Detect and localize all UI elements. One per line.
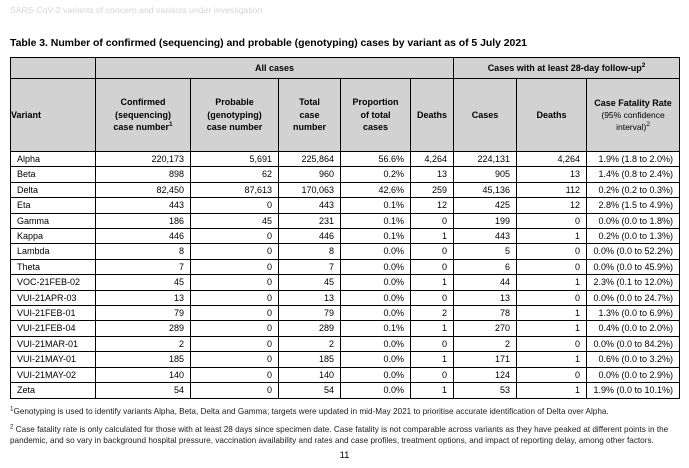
row-cell-deaths-all: 2 xyxy=(411,306,454,321)
row-cell-total: 231 xyxy=(279,213,341,228)
row-cell-confirmed: 185 xyxy=(96,352,191,367)
column-header-deaths-all: Deaths xyxy=(411,79,454,152)
column-header-deaths-followup: Deaths xyxy=(517,79,587,152)
footnote-2-marker: 2 xyxy=(10,423,14,431)
row-cell-probable: 62 xyxy=(191,167,279,182)
column-header-confirmed xyxy=(96,79,191,152)
row-cell-total: 140 xyxy=(279,367,341,382)
row-cell-deaths-followup: 4,264 xyxy=(517,152,587,167)
row-cell-variant: VOC-21FEB-02 xyxy=(11,275,96,290)
row-cell-cfr: 1.4% (0.8 to 2.4%) xyxy=(587,167,680,182)
table-row xyxy=(11,336,680,351)
row-cell-variant: Eta xyxy=(11,198,96,213)
row-cell-total: 443 xyxy=(279,198,341,213)
confirmed-line-2: (sequencing) xyxy=(114,109,171,120)
row-cell-total: 13 xyxy=(279,290,341,305)
footnote-ref-2b: 2 xyxy=(646,121,650,129)
row-cell-variant: Beta xyxy=(11,167,96,182)
row-cell-confirmed: 289 xyxy=(96,321,191,336)
row-cell-cfr: 0.2% (0.2 to 0.3%) xyxy=(587,182,680,197)
row-cell-cases-followup: 171 xyxy=(454,352,517,367)
row-cell-probable: 45 xyxy=(191,213,279,228)
row-cell-probable: 0 xyxy=(191,336,279,351)
footnote-2 xyxy=(10,424,679,447)
row-cell-total: 2 xyxy=(279,336,341,351)
cfr-line-2: (95% confidence xyxy=(601,110,665,121)
row-cell-cases-followup: 199 xyxy=(454,213,517,228)
row-cell-proportion: 0.2% xyxy=(341,167,411,182)
row-cell-deaths-all: 4,264 xyxy=(411,152,454,167)
total-line-3: number xyxy=(292,122,326,133)
footnote-ref-2: 2 xyxy=(641,61,646,69)
footnotes xyxy=(10,406,679,447)
table-row xyxy=(11,275,680,290)
column-header-total xyxy=(279,79,341,152)
row-cell-deaths-all: 1 xyxy=(411,321,454,336)
row-cell-cases-followup: 45,136 xyxy=(454,182,517,197)
footnote-ref-1: 1 xyxy=(168,121,173,129)
column-header-proportion xyxy=(341,79,411,152)
total-line-2: case xyxy=(299,109,320,120)
row-cell-probable: 0 xyxy=(191,198,279,213)
table-caption: Table 3. Number of confirmed (sequencing) and probable (genotyping) cases by variant as of 5 July 2021 xyxy=(10,37,527,49)
row-cell-total: 7 xyxy=(279,259,341,274)
column-header-row xyxy=(11,79,680,152)
row-cell-confirmed: 140 xyxy=(96,367,191,382)
row-cell-variant: Alpha xyxy=(11,152,96,167)
row-cell-variant: Theta xyxy=(11,259,96,274)
row-cell-total: 185 xyxy=(279,352,341,367)
row-cell-total: 79 xyxy=(279,306,341,321)
row-cell-proportion: 0.1% xyxy=(341,229,411,244)
row-cell-cfr: 0.0% (0.0 to 45.9%) xyxy=(587,259,680,274)
row-cell-deaths-followup: 0 xyxy=(517,290,587,305)
row-cell-confirmed: 186 xyxy=(96,213,191,228)
row-cell-cfr: 1.3% (0.0 to 6.9%) xyxy=(587,306,680,321)
row-cell-deaths-followup: 1 xyxy=(517,306,587,321)
row-cell-total: 170,063 xyxy=(279,182,341,197)
row-cell-deaths-all: 13 xyxy=(411,167,454,182)
row-cell-confirmed: 220,173 xyxy=(96,152,191,167)
row-cell-deaths-followup: 13 xyxy=(517,167,587,182)
row-cell-proportion: 0.1% xyxy=(341,321,411,336)
row-cell-proportion: 0.0% xyxy=(341,306,411,321)
column-header-probable xyxy=(191,79,279,152)
confirmed-line-3 xyxy=(96,121,190,134)
row-cell-confirmed: 446 xyxy=(96,229,191,244)
row-cell-confirmed: 2 xyxy=(96,336,191,351)
row-cell-confirmed: 898 xyxy=(96,167,191,182)
row-cell-variant: Zeta xyxy=(11,383,96,398)
row-cell-variant: Delta xyxy=(11,182,96,197)
table-row xyxy=(11,198,680,213)
table-row xyxy=(11,352,680,367)
row-cell-deaths-followup: 0 xyxy=(517,367,587,382)
row-cell-proportion: 0.0% xyxy=(341,275,411,290)
row-cell-deaths-followup: 0 xyxy=(517,213,587,228)
row-cell-deaths-all: 1 xyxy=(411,229,454,244)
table-row xyxy=(11,213,680,228)
row-cell-total: 289 xyxy=(279,321,341,336)
row-cell-proportion: 42.6% xyxy=(341,182,411,197)
row-cell-total: 225,864 xyxy=(279,152,341,167)
row-cell-cases-followup: 905 xyxy=(454,167,517,182)
row-cell-cases-followup: 13 xyxy=(454,290,517,305)
row-cell-deaths-followup: 1 xyxy=(517,229,587,244)
row-cell-cases-followup: 44 xyxy=(454,275,517,290)
table-row xyxy=(11,229,680,244)
cfr-line-3-text: interval) xyxy=(616,122,647,133)
row-cell-cases-followup: 425 xyxy=(454,198,517,213)
row-cell-probable: 0 xyxy=(191,306,279,321)
table-header xyxy=(11,58,680,152)
row-cell-proportion: 56.6% xyxy=(341,152,411,167)
row-cell-cfr: 0.4% (0.0 to 2.0%) xyxy=(587,321,680,336)
row-cell-confirmed: 13 xyxy=(96,290,191,305)
group-header-row xyxy=(11,58,680,79)
row-cell-deaths-all: 0 xyxy=(411,367,454,382)
footnote-2-text: Case fatality rate is only calculated for those with at least 28 days since specimen date. Case fatality is not comparable across variants as they have peaked at different points in the pandemic, and so vary in background hospital pressure, vaccination availability and rates and case profiles, treatment options, and impact of reporting delay, among other factors. xyxy=(10,424,669,446)
row-cell-total: 45 xyxy=(279,275,341,290)
row-cell-confirmed: 443 xyxy=(96,198,191,213)
column-header-cases-followup: Cases xyxy=(454,79,517,152)
row-cell-cases-followup: 78 xyxy=(454,306,517,321)
row-cell-variant: VUI-21FEB-04 xyxy=(11,321,96,336)
row-cell-deaths-all: 0 xyxy=(411,213,454,228)
row-cell-deaths-followup: 112 xyxy=(517,182,587,197)
row-cell-proportion: 0.0% xyxy=(341,352,411,367)
row-cell-cfr: 0.0% (0.0 to 1.8%) xyxy=(587,213,680,228)
row-cell-deaths-all: 0 xyxy=(411,244,454,259)
footnote-1-text: Genotyping is used to identify variants Alpha, Beta, Delta and Gamma; targets were updated in mid-May 2021 to prioritise accurate identification of Delta over Alpha. xyxy=(13,406,609,416)
cfr-line-3 xyxy=(587,121,679,133)
column-header-cfr xyxy=(587,79,680,152)
row-cell-variant: Lambda xyxy=(11,244,96,259)
row-cell-deaths-followup: 12 xyxy=(517,198,587,213)
row-cell-deaths-all: 0 xyxy=(411,336,454,351)
probable-line-3: case number xyxy=(206,122,263,133)
row-cell-confirmed: 8 xyxy=(96,244,191,259)
row-cell-cases-followup: 53 xyxy=(454,383,517,398)
row-cell-cfr: 1.9% (0.0 to 10.1%) xyxy=(587,383,680,398)
row-cell-deaths-all: 1 xyxy=(411,352,454,367)
row-cell-proportion: 0.0% xyxy=(341,383,411,398)
row-cell-total: 446 xyxy=(279,229,341,244)
row-cell-cases-followup: 124 xyxy=(454,367,517,382)
probable-line-2: (genotyping) xyxy=(207,109,262,120)
footnote-1-marker: 1 xyxy=(10,404,14,412)
table-body xyxy=(11,152,680,399)
row-cell-total: 8 xyxy=(279,244,341,259)
row-cell-proportion: 0.0% xyxy=(341,367,411,382)
row-cell-total: 960 xyxy=(279,167,341,182)
row-cell-total: 54 xyxy=(279,383,341,398)
table-row xyxy=(11,321,680,336)
row-cell-cfr: 2.8% (1.5 to 4.9%) xyxy=(587,198,680,213)
row-cell-probable: 0 xyxy=(191,229,279,244)
row-cell-probable: 0 xyxy=(191,244,279,259)
row-cell-variant: Kappa xyxy=(11,229,96,244)
row-cell-proportion: 0.0% xyxy=(341,290,411,305)
group-header-blank xyxy=(11,58,96,79)
cfr-line-1: Case Fatality Rate xyxy=(594,97,672,108)
column-header-variant: Variant xyxy=(11,79,96,152)
row-cell-cases-followup: 270 xyxy=(454,321,517,336)
row-cell-probable: 0 xyxy=(191,367,279,382)
row-cell-proportion: 0.0% xyxy=(341,259,411,274)
row-cell-confirmed: 45 xyxy=(96,275,191,290)
row-cell-variant: VUI-21MAY-01 xyxy=(11,352,96,367)
row-cell-proportion: 0.0% xyxy=(341,244,411,259)
row-cell-probable: 0 xyxy=(191,259,279,274)
row-cell-probable: 0 xyxy=(191,275,279,290)
variants-table xyxy=(10,57,680,399)
table-row xyxy=(11,167,680,182)
group-header-followup xyxy=(454,58,680,79)
group-header-all-cases: All cases xyxy=(96,58,454,79)
row-cell-deaths-all: 0 xyxy=(411,259,454,274)
row-cell-variant: Gamma xyxy=(11,213,96,228)
row-cell-probable: 0 xyxy=(191,290,279,305)
row-cell-confirmed: 79 xyxy=(96,306,191,321)
row-cell-probable: 0 xyxy=(191,352,279,367)
table-row xyxy=(11,367,680,382)
row-cell-deaths-followup: 1 xyxy=(517,275,587,290)
row-cell-deaths-all: 1 xyxy=(411,383,454,398)
row-cell-probable: 0 xyxy=(191,383,279,398)
row-cell-deaths-all: 259 xyxy=(411,182,454,197)
confirmed-line-1: Confirmed xyxy=(120,97,166,108)
row-cell-proportion: 0.0% xyxy=(341,336,411,351)
row-cell-cfr: 0.2% (0.0 to 1.3%) xyxy=(587,229,680,244)
row-cell-cfr: 0.6% (0.0 to 3.2%) xyxy=(587,352,680,367)
row-cell-variant: VUI-21FEB-01 xyxy=(11,306,96,321)
table-row xyxy=(11,182,680,197)
table-row xyxy=(11,290,680,305)
table-row xyxy=(11,152,680,167)
row-cell-deaths-followup: 1 xyxy=(517,321,587,336)
row-cell-deaths-all: 12 xyxy=(411,198,454,213)
row-cell-deaths-all: 0 xyxy=(411,290,454,305)
probable-line-1: Probable xyxy=(215,97,254,108)
proportion-line-3: cases xyxy=(362,122,389,133)
row-cell-cfr: 2.3% (0.1 to 12.0%) xyxy=(587,275,680,290)
row-cell-confirmed: 82,450 xyxy=(96,182,191,197)
total-line-1: Total xyxy=(299,97,320,108)
confirmed-line-3-text: case number xyxy=(113,122,169,133)
row-cell-probable: 0 xyxy=(191,321,279,336)
row-cell-probable: 87,613 xyxy=(191,182,279,197)
row-cell-cfr: 0.0% (0.0 to 84.2%) xyxy=(587,336,680,351)
footnote-1 xyxy=(10,406,679,417)
row-cell-deaths-all: 1 xyxy=(411,275,454,290)
row-cell-proportion: 0.1% xyxy=(341,198,411,213)
row-cell-cases-followup: 5 xyxy=(454,244,517,259)
row-cell-deaths-followup: 1 xyxy=(517,383,587,398)
row-cell-cases-followup: 2 xyxy=(454,336,517,351)
proportion-line-1: Proportion xyxy=(352,97,399,108)
row-cell-cases-followup: 6 xyxy=(454,259,517,274)
row-cell-deaths-followup: 1 xyxy=(517,352,587,367)
row-cell-deaths-followup: 0 xyxy=(517,259,587,274)
row-cell-cfr: 1.9% (1.8 to 2.0%) xyxy=(587,152,680,167)
table-row xyxy=(11,259,680,274)
table-row xyxy=(11,383,680,398)
table-row xyxy=(11,306,680,321)
row-cell-proportion: 0.1% xyxy=(341,213,411,228)
row-cell-cfr: 0.0% (0.0 to 24.7%) xyxy=(587,290,680,305)
row-cell-confirmed: 7 xyxy=(96,259,191,274)
row-cell-cfr: 0.0% (0.0 to 2.9%) xyxy=(587,367,680,382)
row-cell-deaths-followup: 0 xyxy=(517,244,587,259)
row-cell-deaths-followup: 0 xyxy=(517,336,587,351)
row-cell-probable: 5,691 xyxy=(191,152,279,167)
page-number: 11 xyxy=(339,450,350,461)
row-cell-cfr: 0.0% (0.0 to 52.2%) xyxy=(587,244,680,259)
table-row xyxy=(11,244,680,259)
proportion-line-2: of total xyxy=(360,109,391,120)
group-header-followup-label: Cases with at least 28-day follow-up xyxy=(487,62,642,73)
row-cell-cases-followup: 224,131 xyxy=(454,152,517,167)
row-cell-variant: VUI-21MAY-02 xyxy=(11,367,96,382)
row-cell-variant: VUI-21APR-03 xyxy=(11,290,96,305)
row-cell-variant: VUI-21MAR-01 xyxy=(11,336,96,351)
row-cell-confirmed: 54 xyxy=(96,383,191,398)
running-header: SARS-CoV-2 variants of concern and variants under investigation xyxy=(10,5,263,15)
row-cell-cases-followup: 443 xyxy=(454,229,517,244)
